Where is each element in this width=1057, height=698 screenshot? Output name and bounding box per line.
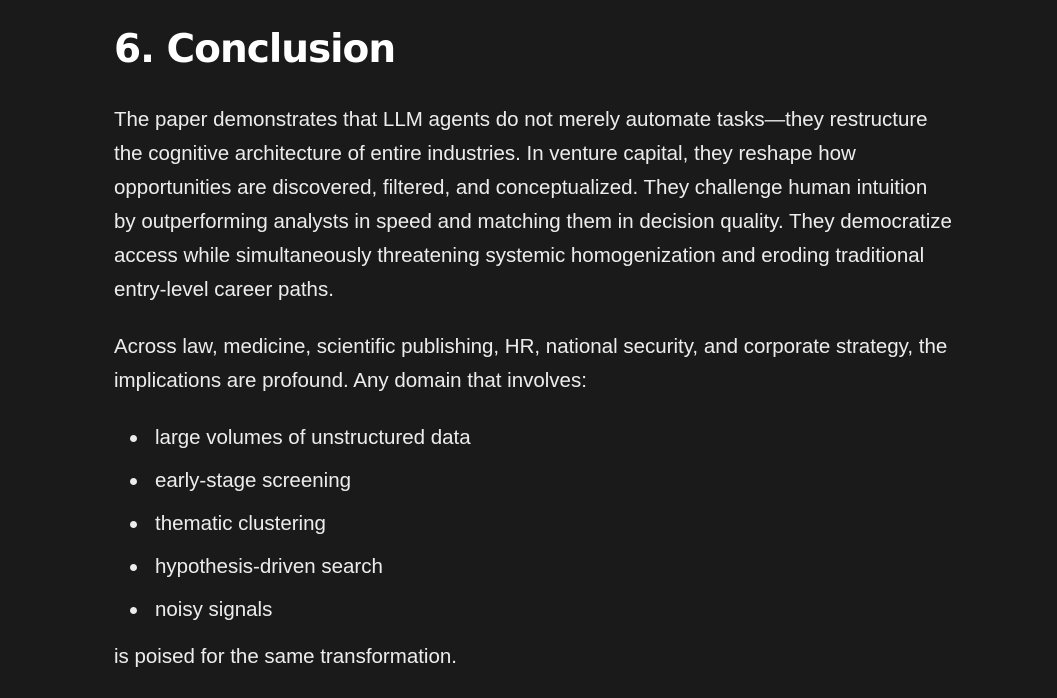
closing-paragraph: is poised for the same transformation. (114, 645, 457, 668)
list-item (114, 421, 954, 455)
article-content (114, 26, 954, 674)
bullet-list (114, 421, 954, 627)
bullet-icon (130, 607, 137, 614)
paragraph: Across law, medicine, scientific publishing, HR, national security, and corporate strategy, the implications are profound. Any domain that involves: (114, 335, 948, 392)
bullet-icon (130, 521, 137, 528)
list-item-text: noisy signals (155, 598, 273, 621)
list-item-text: hypothesis-driven search (155, 555, 383, 578)
section-heading: 6. Conclusion (114, 27, 396, 72)
bullet-icon (130, 478, 137, 485)
bullet-icon (130, 564, 137, 571)
list-item (114, 464, 954, 498)
list-item-text: thematic clustering (155, 512, 326, 535)
paragraph: The paper demonstrates that LLM agents do not merely automate tasks—they restructure the cognitive architecture of entire industries. In venture capital, they reshape how opportunities are discovered, filtered, and conceptualized. They challenge human intuition by outperforming analysts in speed and matching them in decision quality. They democratize access while simultaneously threatening systemic homogenization and eroding traditional entry-level career paths. (114, 108, 952, 301)
list-item (114, 507, 954, 541)
list-item (114, 550, 954, 584)
list-item-text: early-stage screening (155, 469, 351, 492)
list-item (114, 593, 954, 627)
bullet-icon (130, 435, 137, 442)
list-item-text: large volumes of unstructured data (155, 426, 471, 449)
